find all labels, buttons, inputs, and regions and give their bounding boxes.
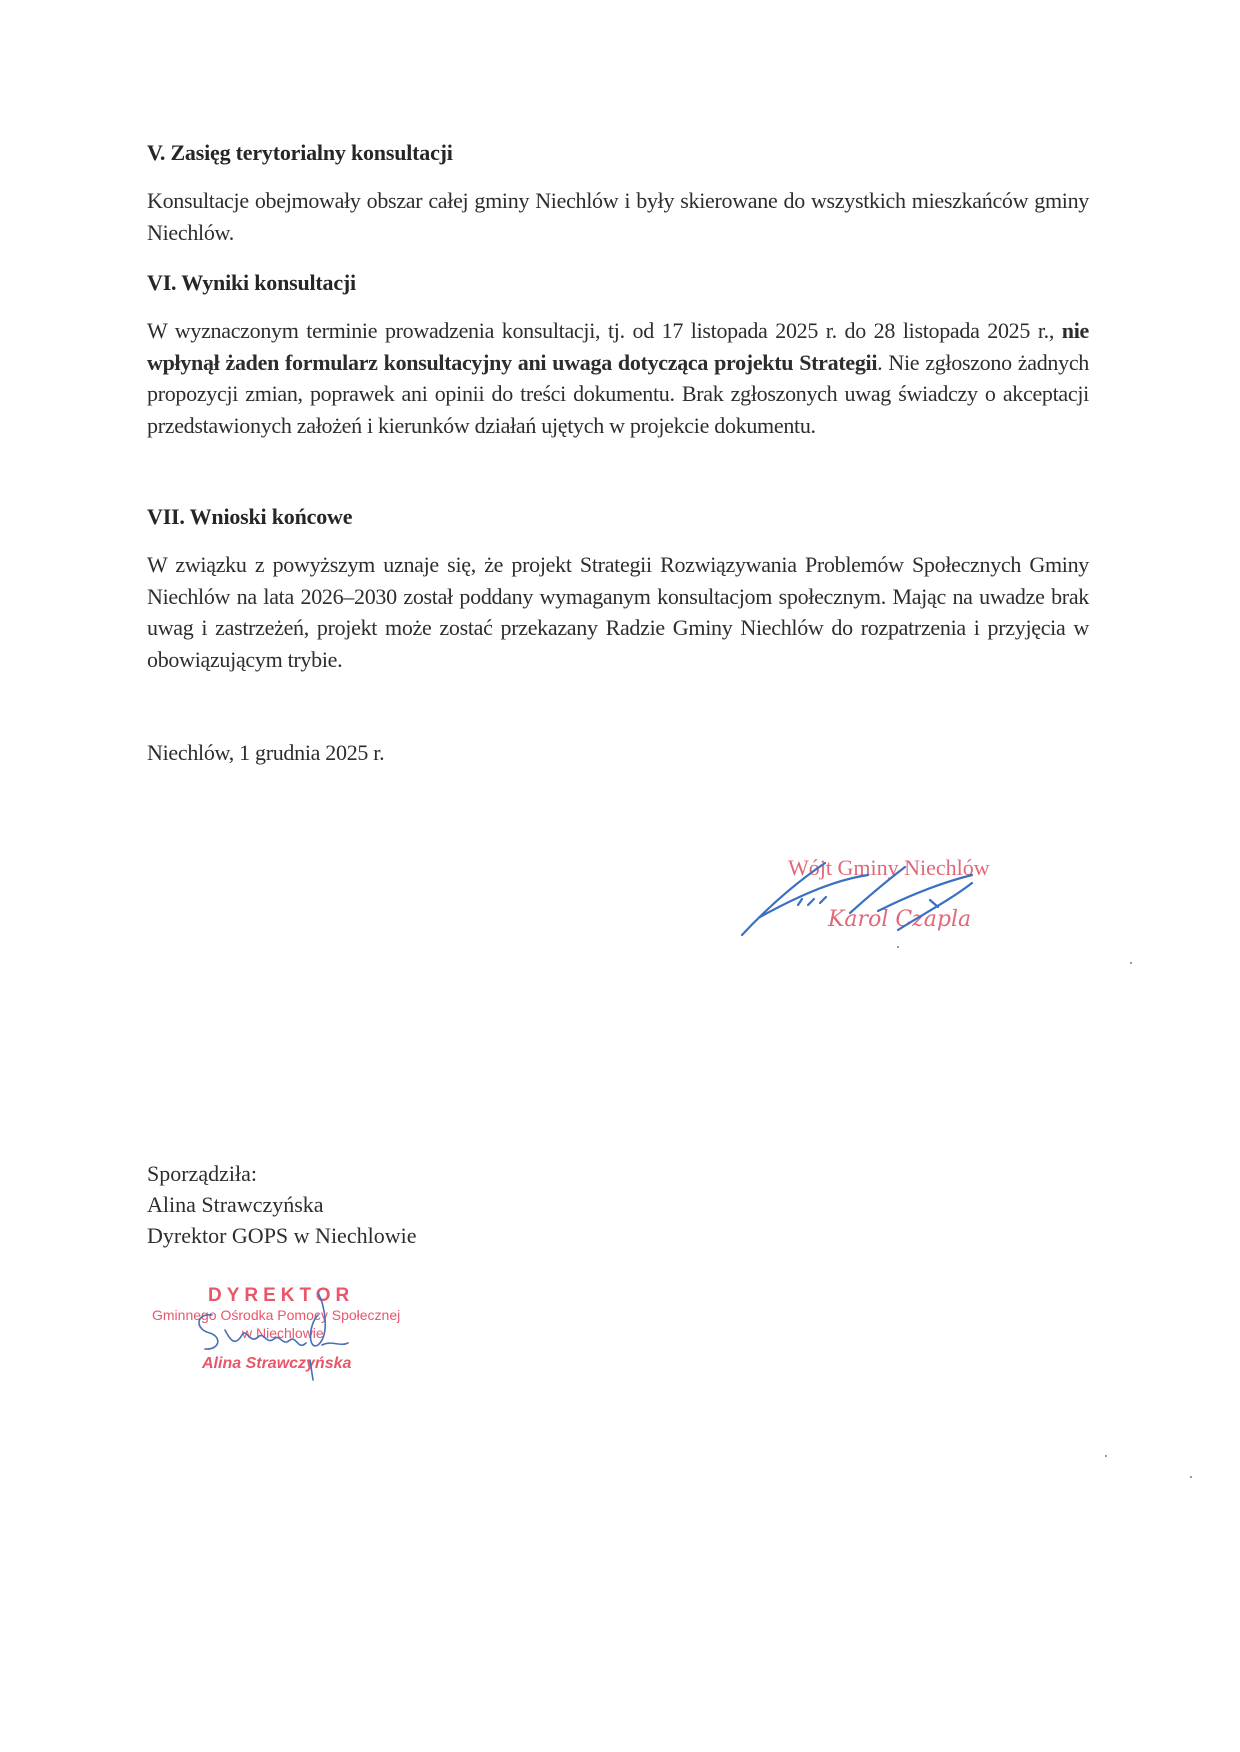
- director-stamp-institution: Gminnego Ośrodka Pomocy Społecznej: [152, 1307, 401, 1323]
- director-stamp-title: DYREKTOR: [208, 1285, 355, 1306]
- paragraph-emphasis: nie wpłynął żaden formularz konsultacyjny ani uwaga dotycząca projektu Strategii: [147, 318, 1089, 375]
- director-stamp-signature: [150, 1285, 430, 1385]
- section-paragraph: [147, 315, 1089, 441]
- mayor-stamp-signature: [740, 855, 1020, 955]
- section-territorial-scope-body: [147, 185, 1089, 248]
- scan-speck: [1105, 1455, 1107, 1457]
- director-stamp-name: Alina Strawczyńska: [202, 1355, 352, 1372]
- director-stamp-location: w Niechlowie: [242, 1325, 324, 1341]
- scan-speck: [1190, 1476, 1192, 1478]
- place-date-text: Niechlów, 1 grudnia 2025 r.: [147, 740, 385, 765]
- section-conclusions-body: [147, 549, 1089, 675]
- section-heading: VI. Wyniki konsultacji: [147, 270, 356, 295]
- prepared-by-block: [147, 1158, 416, 1251]
- prepared-by-name: Alina Strawczyńska: [147, 1192, 324, 1217]
- section-results-body: [147, 315, 1089, 441]
- section-results: [147, 268, 1089, 298]
- section-conclusions: [147, 502, 1089, 532]
- mayor-stamp-name: Karol Czapla: [828, 907, 972, 932]
- section-heading: V. Zasięg terytorialny konsultacji: [147, 140, 453, 165]
- mayor-signature-icon: [740, 855, 1020, 955]
- section-heading: VII. Wnioski końcowe: [147, 504, 353, 529]
- section-territorial-scope: [147, 138, 1089, 168]
- place-date: [147, 737, 1089, 769]
- paragraph-text: W wyznaczonym terminie prowadzenia konsultacji, tj. od 17 listopada 2025 r. do 28 listopada 2025 r.,: [147, 318, 1062, 343]
- prepared-by-label: Sporządziła:: [147, 1161, 257, 1186]
- section-paragraph: W związku z powyższym uznaje się, że projekt Strategii Rozwiązywania Problemów Społecznych Gminy Niechlów na lata 2026–2030 został poddany wymaganym konsultacjom społecznym. Mając na uwadze brak uwag i zastrzeżeń, projekt może zostać przekazany Radzie Gminy Niechlów do rozpatrzenia i przyjęcia w obowiązującym trybie.: [147, 552, 1089, 672]
- section-paragraph: Konsultacje obejmowały obszar całej gminy Niechlów i były skierowane do wszystkich mieszkańców gminy Niechlów.: [147, 188, 1089, 245]
- scan-speck: [897, 946, 899, 948]
- mayor-stamp-title: Wójt Gminy Niechlów: [788, 855, 990, 880]
- paragraph-text: . Nie zgłoszono żadnych propozycji zmian, poprawek ani opinii do treści dokumentu. Brak zgłoszonych uwag świadczy o akceptacji przedstawionych założeń i kierunków działań ujętych w projekcie dokumentu.: [147, 349, 1089, 438]
- scan-speck: [1130, 962, 1132, 964]
- prepared-by-position: Dyrektor GOPS w Niechlowie: [147, 1223, 417, 1248]
- director-signature-icon: [150, 1285, 430, 1385]
